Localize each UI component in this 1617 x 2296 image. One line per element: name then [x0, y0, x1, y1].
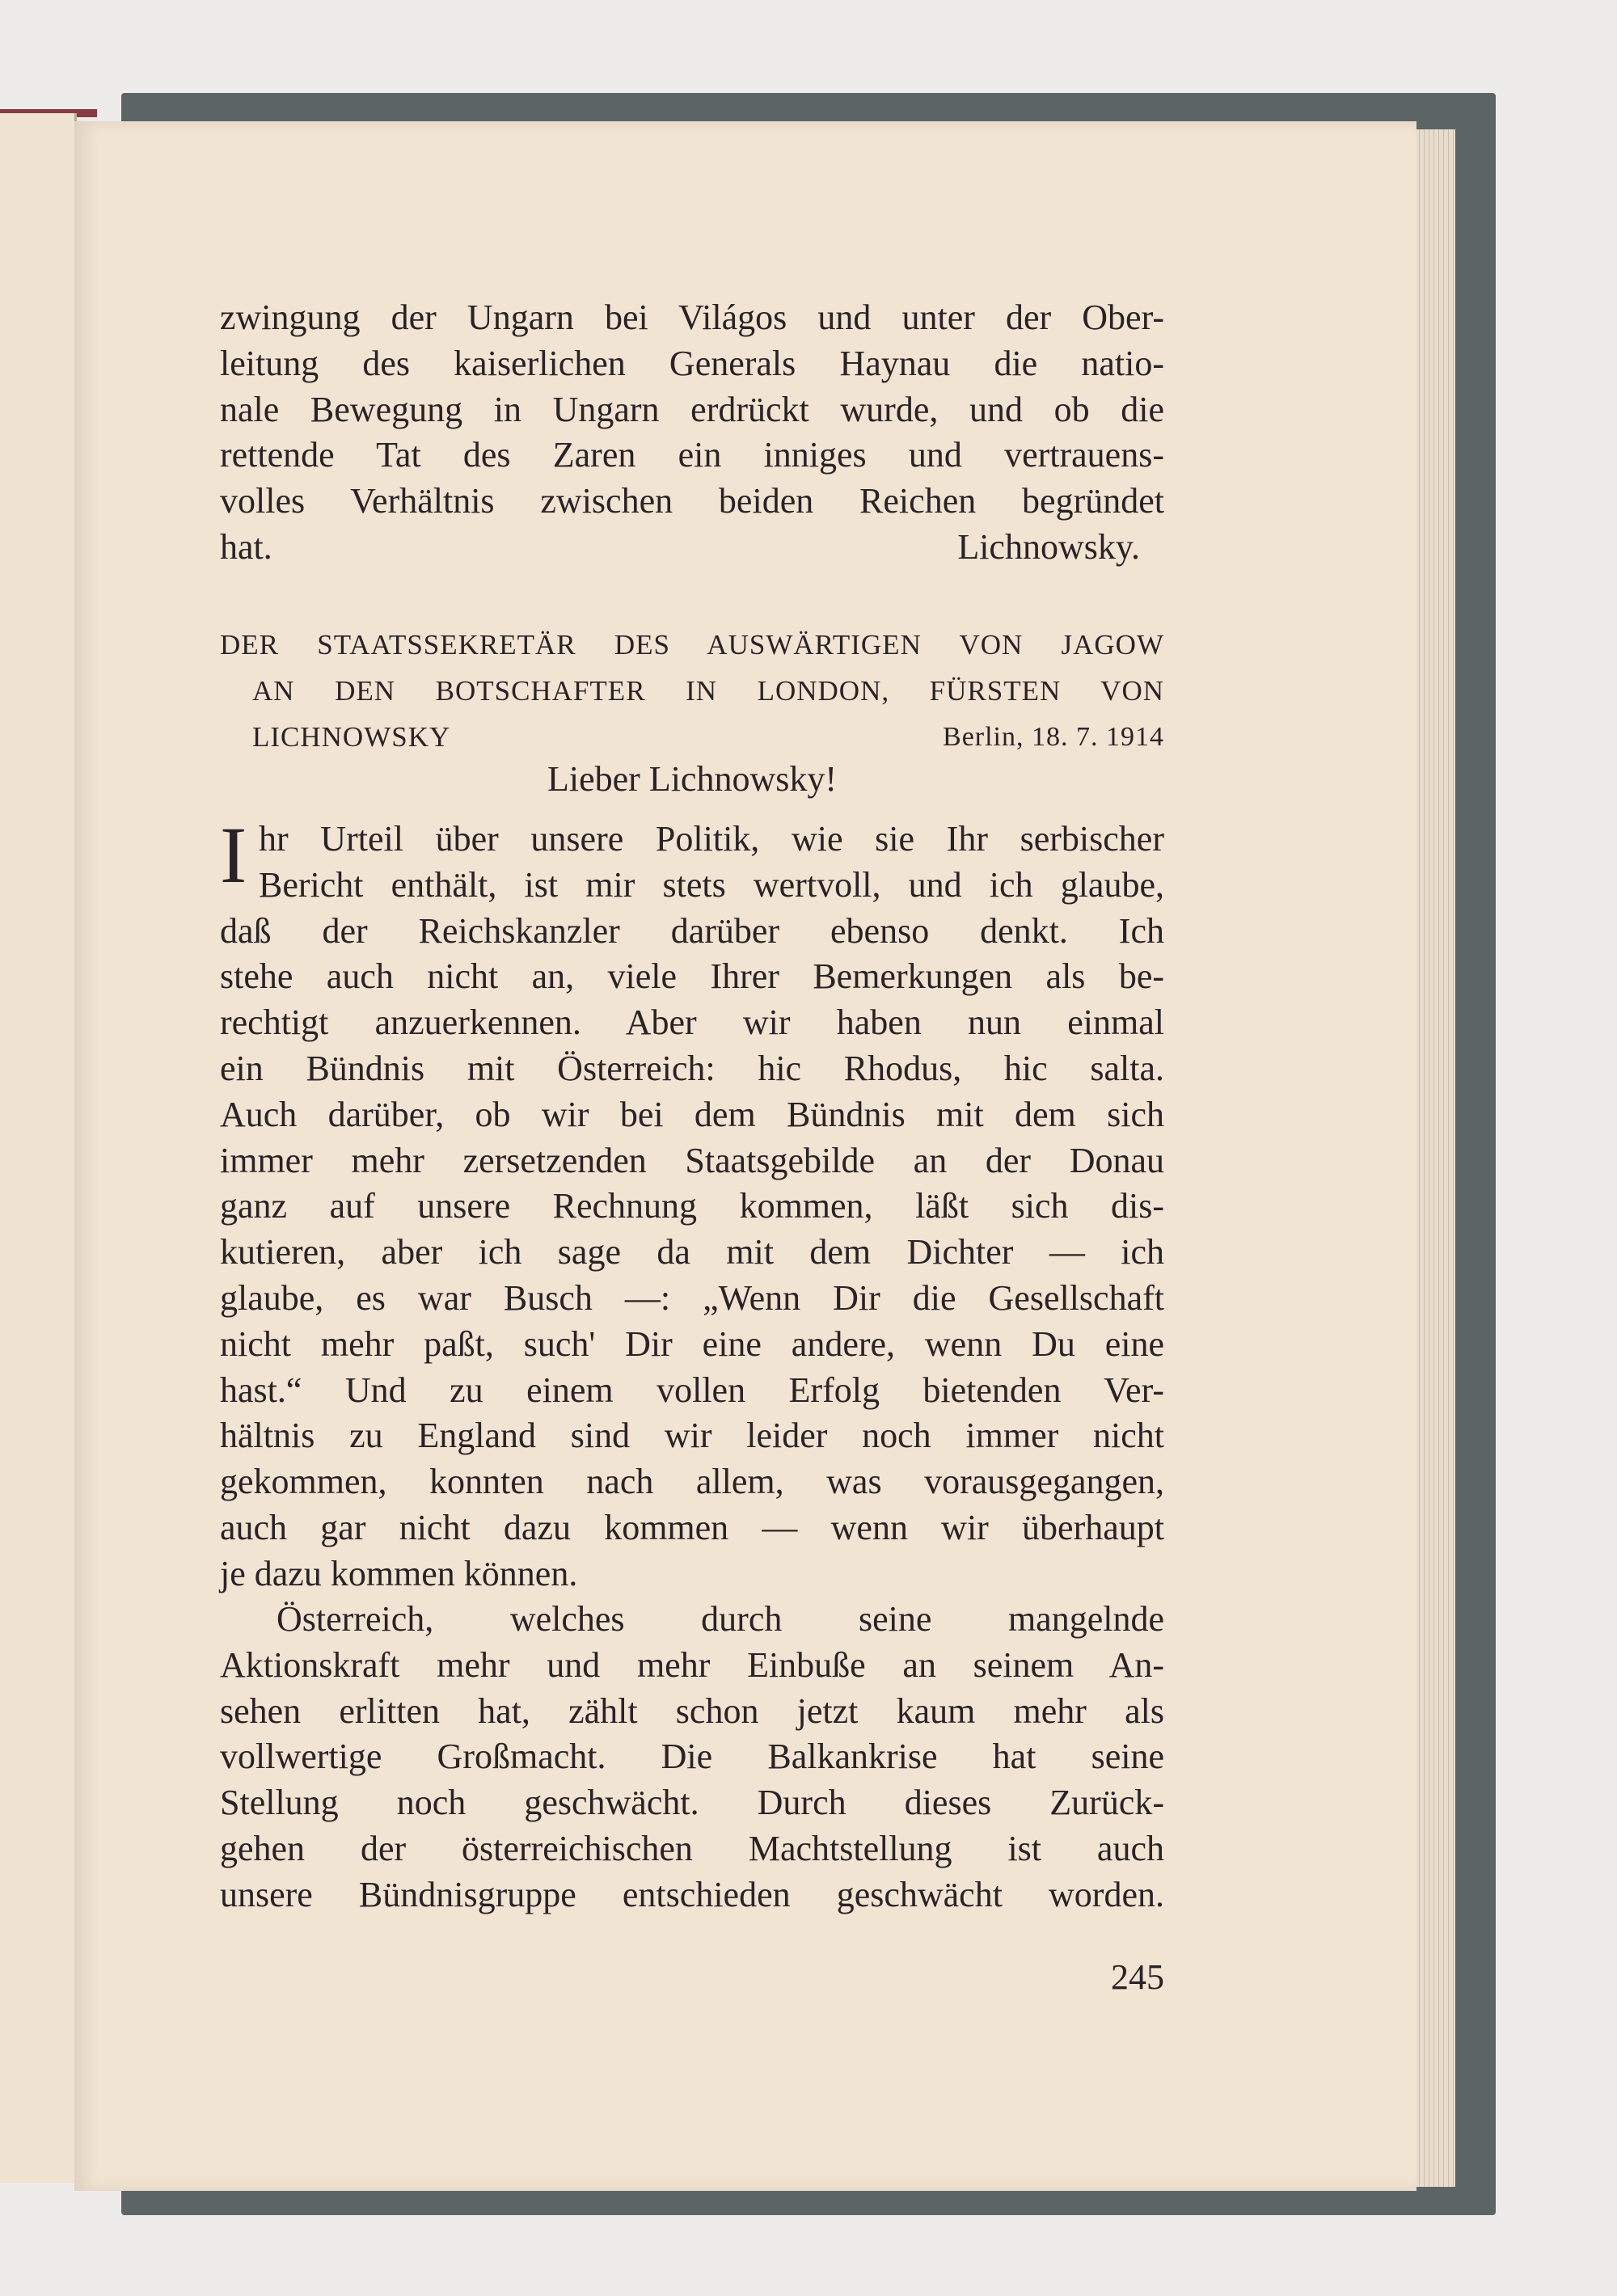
- text-line: ganz auf unsere Rechnung kommen, läßt sich dis-: [220, 1186, 1164, 1226]
- salutation-block: [220, 757, 1164, 803]
- left-page: [0, 113, 77, 2183]
- heading-line: DER STAATSSEKRETÄR DES AUSWÄRTIGEN VON JAGOW: [220, 629, 1164, 661]
- text-line: je dazu kommen können.: [220, 1553, 578, 1593]
- text-line: stehe auch nicht an, viele Ihrer Bemerkungen als be-: [220, 956, 1164, 997]
- text-line: sehen erlitten hat, zählt schon jetzt kaum mehr als: [220, 1690, 1164, 1731]
- text-line: unsere Bündnisgruppe entschieden geschwächt worden.: [220, 1874, 1164, 1914]
- text-line: rettende Tat des Zaren ein inniges und vertrauens-: [220, 435, 1164, 475]
- text-line: [220, 525, 1164, 571]
- page-number: 245: [1111, 1957, 1164, 1997]
- text-line: rechtigt anzuerkennen. Aber wir haben nun einmal: [220, 1002, 1164, 1043]
- text-line: gekommen, konnten nach allem, was vorausgegangen,: [220, 1462, 1164, 1502]
- heading-line: AN DEN BOTSCHAFTER IN LONDON, FÜRSTEN VON: [252, 674, 1164, 707]
- salutation: Lieber Lichnowsky!: [547, 759, 837, 799]
- paragraph-3: [220, 1597, 1164, 1918]
- text-line: vollwertige Großmacht. Die Balkankrise hat seine: [220, 1737, 1164, 1777]
- text-line: gehen der österreichischen Machtstellung ist auch: [220, 1828, 1164, 1868]
- text-line: nicht mehr paßt, such' Dir eine andere, wenn Du eine: [220, 1323, 1164, 1364]
- text-line: zwingung der Ungarn bei Világos und unter der Ober-: [220, 298, 1164, 337]
- letter-heading: [220, 623, 1164, 760]
- text-line-end: hat.: [220, 526, 272, 567]
- text-line: leitung des kaiserlichen Generals Haynau die natio-: [220, 343, 1164, 383]
- text-line: ein Bündnis mit Österreich: hic Rhodus, hic salta.: [220, 1048, 1164, 1088]
- heading-line-end: LICHNOWSKY: [252, 720, 451, 753]
- text-line: Auch darüber, ob wir bei dem Bündnis mit dem sich: [220, 1094, 1164, 1134]
- text-line: hr Urteil über unsere Politik, wie sie Ihr serbischer: [259, 819, 1164, 859]
- place-date: Berlin, 18. 7. 1914: [943, 721, 1164, 752]
- text-line: glaube, es war Busch —: „Wenn Dir die Gesellschaft: [220, 1277, 1164, 1318]
- text-line: Österreich, welches durch seine mangelnde: [277, 1599, 1164, 1639]
- paragraph-1: [220, 295, 1164, 571]
- text-line: nale Bewegung in Ungarn erdrückt wurde, und ob die: [220, 389, 1164, 429]
- text-line: auch gar nicht dazu kommen — wenn wir überhaupt: [220, 1507, 1164, 1547]
- text-line: Aktionskraft mehr und mehr Einbuße an seinem An-: [220, 1644, 1164, 1685]
- text-line: hast.“ Und zu einem vollen Erfolg bietenden Ver-: [220, 1370, 1164, 1410]
- text-line: immer mehr zersetzenden Staatsgebilde an der Donau: [220, 1140, 1164, 1180]
- text-line: kutieren, aber ich sage da mit dem Dichter — ich: [220, 1232, 1164, 1273]
- text-line: Stellung noch geschwächt. Durch dieses Zurück-: [220, 1783, 1164, 1823]
- drop-cap: I: [220, 810, 247, 900]
- text-line: hältnis zu England sind wir leider noch immer nicht: [220, 1416, 1164, 1456]
- text-line: daß der Reichskanzler darüber ebenso denkt. Ich: [220, 910, 1164, 951]
- paragraph-2: [220, 810, 1164, 1597]
- text-line: Bericht enthält, ist mir stets wertvoll, und ich glaube,: [259, 864, 1164, 905]
- text-line: volles Verhältnis zwischen beiden Reichen begründet: [220, 481, 1164, 521]
- heading-line: [220, 715, 1164, 761]
- signature: Lichnowsky.: [957, 526, 1140, 567]
